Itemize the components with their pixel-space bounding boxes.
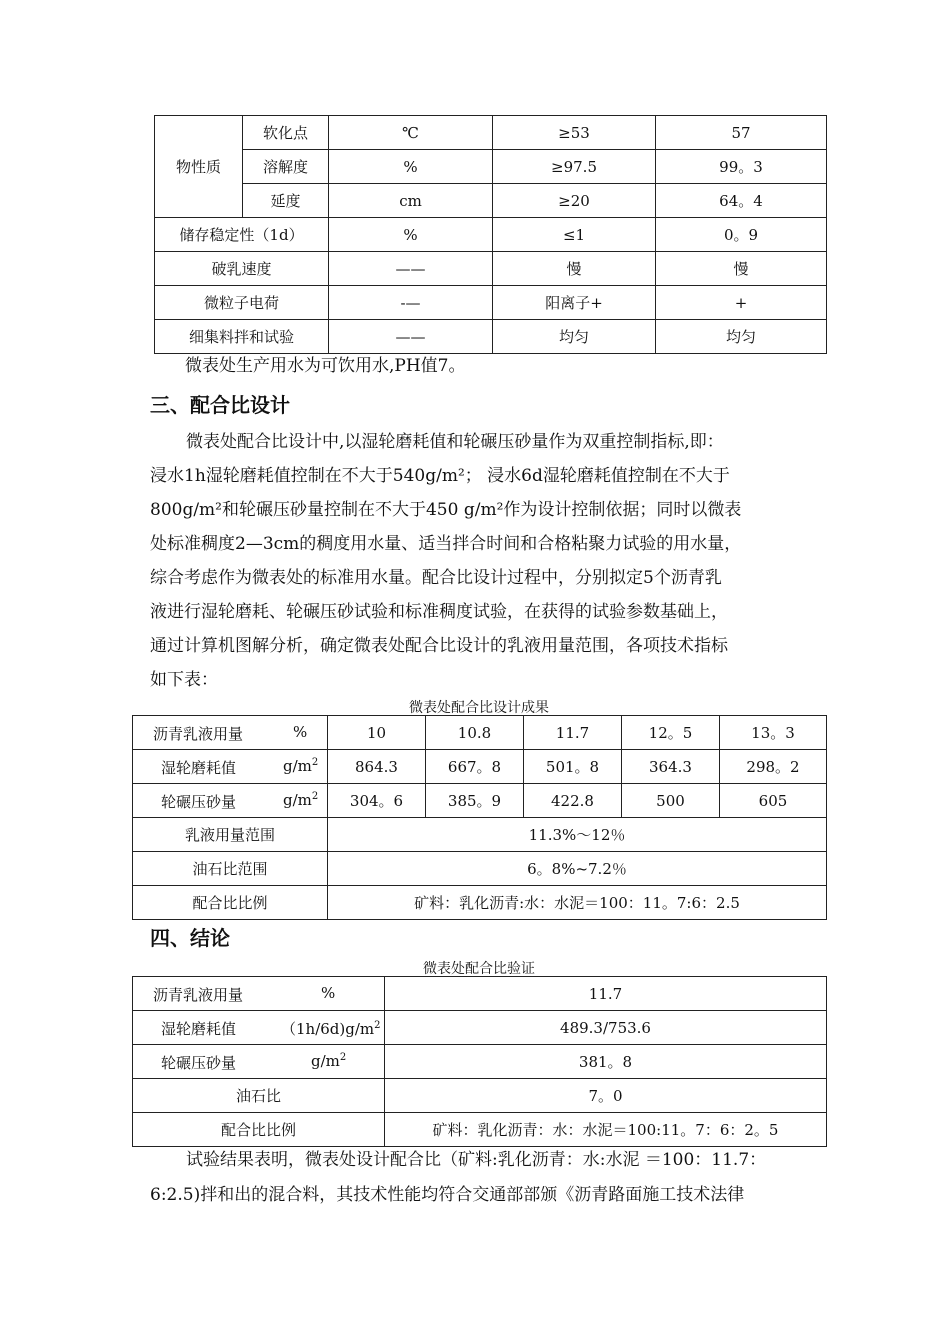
row-label: 配合比比例: [133, 886, 328, 920]
row-label: 沥青乳液用量 %: [133, 977, 385, 1011]
row-label: 沥青乳液用量 %: [133, 716, 328, 750]
value-cell: 381。8: [385, 1045, 827, 1079]
item-cell: 延度: [243, 184, 329, 218]
table-caption: 微表处配合比验证: [423, 961, 535, 977]
table-caption: 微表处配合比设计成果: [409, 700, 549, 716]
section-heading-mix-design: 三、配合比设计: [150, 393, 290, 417]
mix-verification-table: [132, 976, 827, 1147]
unit-cell: -—: [329, 286, 493, 320]
group-cell: 物性质: [155, 116, 243, 218]
unit-cell: cm: [329, 184, 493, 218]
item-cell: 细集料拌和试验: [155, 320, 329, 354]
result-cell: 57: [656, 116, 827, 150]
result-cell: 64。4: [656, 184, 827, 218]
result-cell: +: [656, 286, 827, 320]
section-heading-conclusion: 四、结论: [150, 926, 230, 950]
requirement-cell: ≥97.5: [493, 150, 656, 184]
result-cell: 99。3: [656, 150, 827, 184]
value-cell: 10: [328, 716, 426, 750]
unit-cell: %: [329, 218, 493, 252]
unit-cell: %: [329, 150, 493, 184]
item-cell: 软化点: [243, 116, 329, 150]
value-cell: 10.8: [426, 716, 524, 750]
value-cell: 11.7: [524, 716, 622, 750]
paragraph-line: 通过计算机图解分析，确定微表处配合比设计的乳液用量范围，各项技术指标: [150, 636, 728, 656]
result-cell: 均匀: [656, 320, 827, 354]
value-cell: 667。8: [426, 750, 524, 784]
value-cell: 304。6: [328, 784, 426, 818]
span-value-cell: 矿料：乳化沥青:水：水泥＝100：11。7:6：2.5: [328, 886, 827, 920]
value-cell: 13。3: [720, 716, 827, 750]
mix-design-results-table: [132, 715, 827, 920]
requirement-cell: ≥20: [493, 184, 656, 218]
value-cell: 489.3/753.6: [385, 1011, 827, 1045]
item-cell: 溶解度: [243, 150, 329, 184]
paragraph-line: 液进行湿轮磨耗、轮碾压砂试验和标准稠度试验，在获得的试验参数基础上，: [150, 602, 728, 622]
span-value-cell: 6。8%~7.2％: [328, 852, 827, 886]
value-cell: 12。5: [622, 716, 720, 750]
paragraph-line: 6:2.5)拌和出的混合料，其技术性能均符合交通部部颁《沥青路面施工技术法律: [150, 1185, 745, 1205]
requirement-cell: ≥53: [493, 116, 656, 150]
water-note: 微表处生产用水为可饮用水,PH值7。: [185, 356, 466, 376]
paragraph-line: 如下表：: [150, 670, 218, 690]
paragraph-line: 试验结果表明，微表处设计配合比（矿料:乳化沥青：水:水泥 ＝100：11.7：: [186, 1150, 767, 1170]
paragraph-line: 处标准稠度2—3cm的稠度用水量、适当拌合时间和合格粘聚力试验的用水量，: [150, 534, 742, 554]
requirement-cell: 阳离子+: [493, 286, 656, 320]
value-cell: 500: [622, 784, 720, 818]
paragraph-line: 浸水1h湿轮磨耗值控制在不大于540g/m²； 浸水6d湿轮磨耗值控制在不大于: [150, 466, 730, 486]
paragraph-line: 800g/m²和轮碾压砂量控制在不大于450 g/m²作为设计控制依据；同时以微表: [150, 500, 742, 520]
emulsion-properties-table: [154, 115, 827, 354]
item-cell: 微粒子电荷: [155, 286, 329, 320]
value-cell: 7。0: [385, 1079, 827, 1113]
value-cell: 298。2: [720, 750, 827, 784]
value-cell: 501。8: [524, 750, 622, 784]
value-cell: 364.3: [622, 750, 720, 784]
row-label: 乳液用量范围: [133, 818, 328, 852]
row-label: 湿轮磨耗值 $g/m^2$: [133, 750, 328, 784]
row-label: 配合比比例: [133, 1113, 385, 1147]
value-cell: 385。9: [426, 784, 524, 818]
paragraph-line: 综合考虑作为微表处的标准用水量。配合比设计过程中，分别拟定5个沥青乳: [150, 568, 722, 588]
row-label: 轮碾压砂量 $g/m^2$: [133, 784, 328, 818]
span-value-cell: 11.3%～12％: [328, 818, 827, 852]
value-cell: 矿料：乳化沥青：水：水泥＝100:11。7：6：2。5: [385, 1113, 827, 1147]
result-cell: 慢: [656, 252, 827, 286]
unit-cell: ——: [329, 252, 493, 286]
value-cell: 605: [720, 784, 827, 818]
item-cell: 破乳速度: [155, 252, 329, 286]
row-label: 轮碾压砂量 $g/m^2$: [133, 1045, 385, 1079]
row-label: 湿轮磨耗值 $(1h/6d)g/m^2$: [133, 1011, 385, 1045]
requirement-cell: ≤1: [493, 218, 656, 252]
paragraph-line: 微表处配合比设计中,以湿轮磨耗值和轮碾压砂量作为双重控制指标,即：: [186, 432, 724, 452]
result-cell: 0。9: [656, 218, 827, 252]
value-cell: 11.7: [385, 977, 827, 1011]
requirement-cell: 慢: [493, 252, 656, 286]
unit-cell: ℃: [329, 116, 493, 150]
value-cell: 864.3: [328, 750, 426, 784]
item-cell: 储存稳定性（1d）: [155, 218, 329, 252]
requirement-cell: 均匀: [493, 320, 656, 354]
row-label: 油石比范围: [133, 852, 328, 886]
row-label: 油石比: [133, 1079, 385, 1113]
value-cell: 422.8: [524, 784, 622, 818]
unit-cell: ——: [329, 320, 493, 354]
